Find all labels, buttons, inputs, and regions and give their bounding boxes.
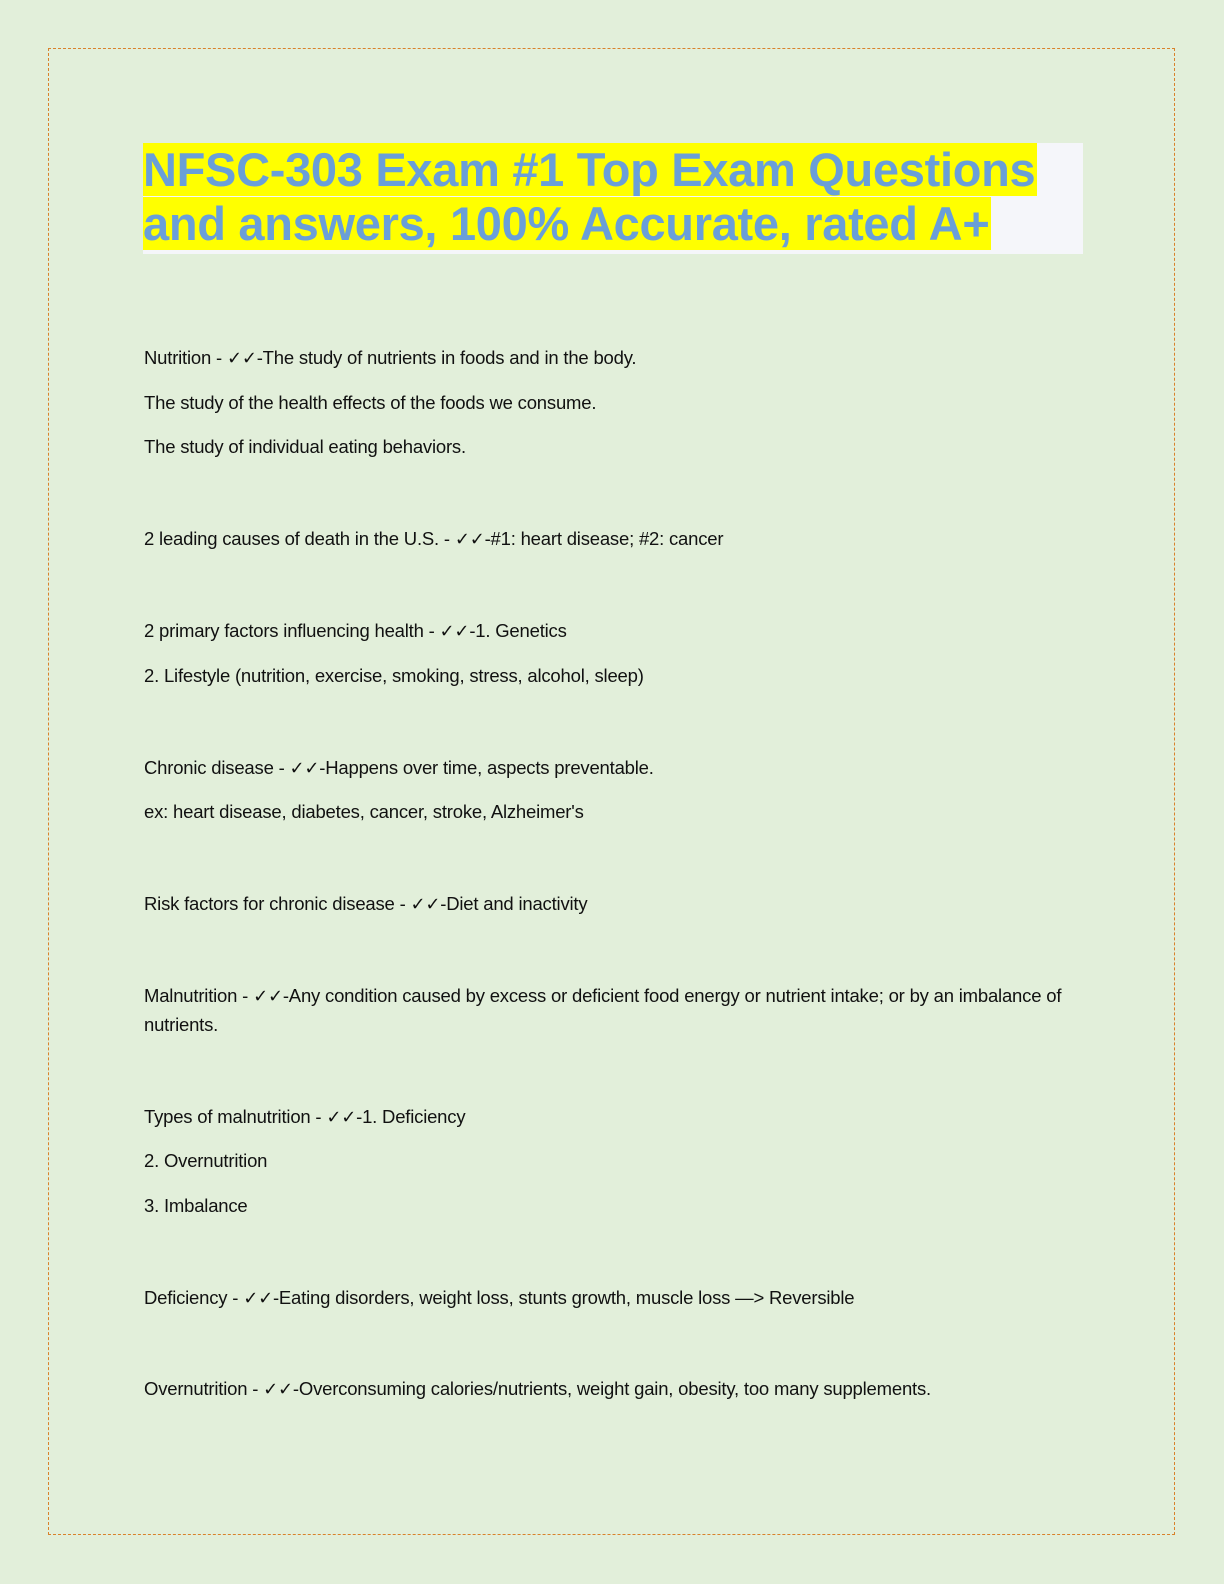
term: Overnutrition - (144, 1378, 264, 1399)
double-check-icon: ✓✓ (253, 986, 283, 1007)
document-title (143, 143, 1083, 251)
answer-continuation: ex: heart disease, diabetes, cancer, stroke, Alzheimer's (144, 801, 584, 822)
qa-entry-overnutrition (144, 1375, 931, 1404)
qa-entry-leading-causes (144, 525, 723, 554)
answer: -The study of nutrients in foods and in the body. (256, 347, 637, 368)
term: Deficiency - (144, 1287, 244, 1308)
qa-entry-primary-factors (144, 617, 567, 646)
qa-entry-deficiency (144, 1284, 854, 1313)
double-check-icon: ✓✓ (263, 1379, 293, 1400)
double-check-icon: ✓✓ (226, 348, 257, 369)
qa-entry-types-malnutrition (144, 1103, 465, 1132)
title-line-1: NFSC-303 Exam #1 Top Exam Questions (143, 143, 1036, 196)
answer: -Diet and inactivity (440, 893, 588, 914)
answer: -#1: heart disease; #2: cancer (484, 528, 724, 549)
qa-entry-chronic-disease (144, 754, 654, 783)
answer-continuation: The study of the health effects of the foods we consume. (144, 392, 597, 413)
title-block (143, 143, 1083, 254)
double-check-icon: ✓✓ (326, 1107, 357, 1128)
term: Risk factors for chronic disease - (144, 893, 411, 914)
term: 2 leading causes of death in the U.S. - (144, 528, 455, 549)
term: Chronic disease - (144, 757, 290, 778)
double-check-icon: ✓✓ (454, 529, 485, 550)
term: Malnutrition - (144, 985, 254, 1006)
double-check-icon: ✓✓ (439, 621, 470, 642)
answer: -1. Genetics (469, 620, 567, 641)
answer: -Eating disorders, weight loss, stunts growth, muscle loss —> Reversible (272, 1287, 855, 1308)
answer: -1. Deficiency (356, 1106, 466, 1127)
answer-continuation: 2. Overnutrition (144, 1150, 268, 1171)
answer-continuation: 3. Imbalance (144, 1195, 248, 1216)
answer: -Happens over time, aspects preventable. (319, 757, 654, 778)
double-check-icon: ✓✓ (243, 1288, 273, 1309)
qa-entry-malnutrition (144, 982, 1074, 1039)
qa-entry-nutrition (144, 344, 636, 373)
answer: -Any condition caused by excess or deficient food energy or nutrient intake; or by an imbalance of nutrients. (144, 985, 1062, 1035)
double-check-icon: ✓✓ (410, 894, 441, 915)
term: Nutrition - (144, 347, 227, 368)
answer-continuation: 2. Lifestyle (nutrition, exercise, smoking, stress, alcohol, sleep) (144, 665, 644, 686)
double-check-icon: ✓✓ (289, 758, 320, 779)
answer: -Overconsuming calories/nutrients, weight gain, obesity, too many supplements. (292, 1378, 931, 1399)
answer-continuation: The study of individual eating behaviors. (144, 436, 466, 457)
term: 2 primary factors influencing health - (144, 620, 440, 641)
qa-entry-risk-factors (144, 890, 587, 919)
title-line-2: and answers, 100% Accurate, rated A+ (143, 197, 990, 250)
term: Types of malnutrition - (144, 1106, 327, 1127)
